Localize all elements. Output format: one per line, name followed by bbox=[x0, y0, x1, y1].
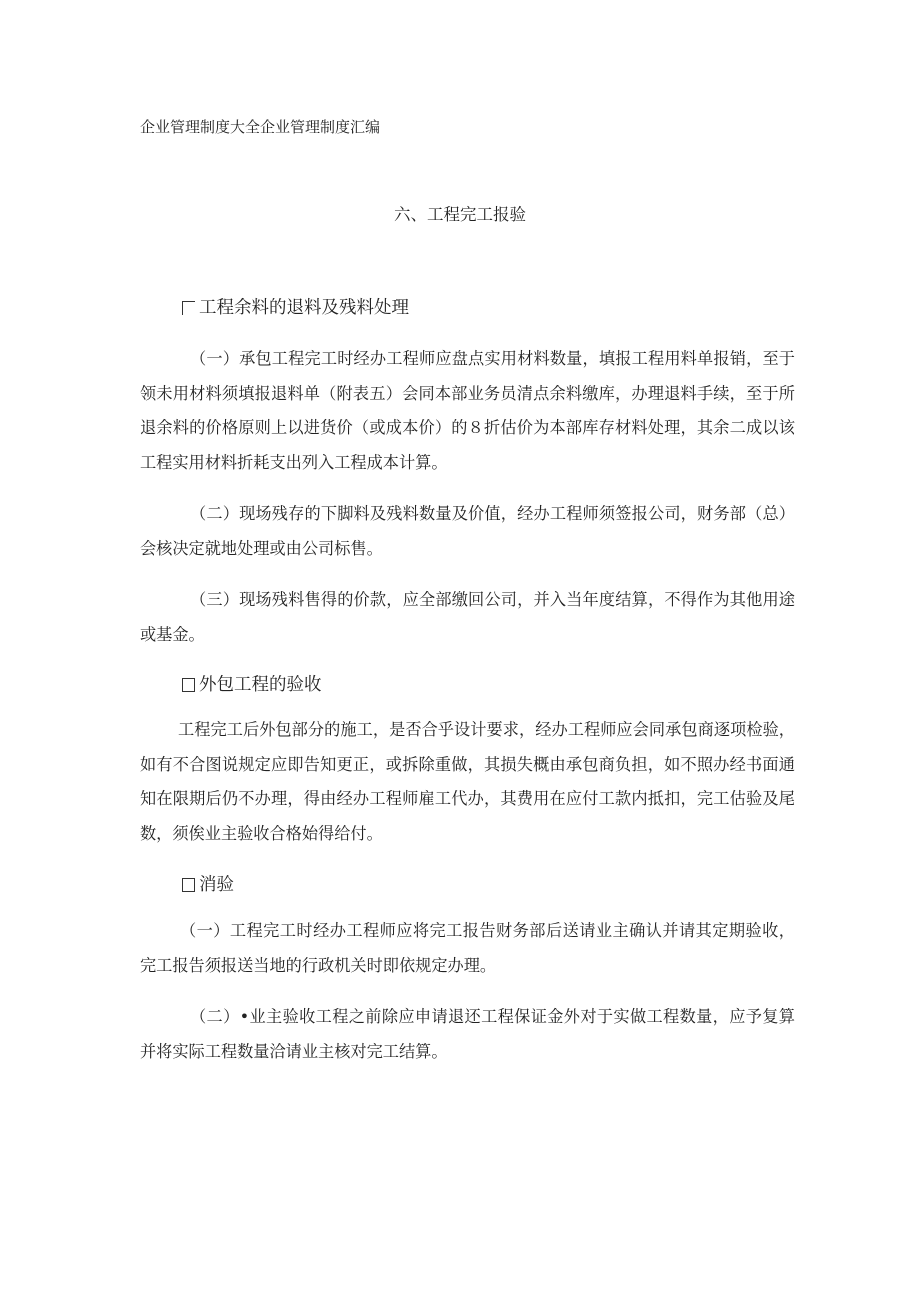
paragraph-surplus-3: （三）现场残料售得的价款，应全部缴回公司，并入当年度结算，不得作为其他用途或基金。 bbox=[140, 590, 795, 644]
section-heading-subcontract-acceptance bbox=[182, 673, 322, 697]
chapter-title: 六、工程完工报验 bbox=[394, 205, 526, 224]
paragraph-surplus-2: （二）现场残存的下脚料及残料数量及价值，经办工程师须签报公司，财务部（总）会核决定就地处理或由公司标售。 bbox=[140, 504, 795, 558]
open-box-icon bbox=[182, 301, 195, 315]
document-header: 企业管理制度大全企业管理制度汇编 bbox=[140, 118, 381, 136]
section-heading-acceptance-check bbox=[182, 873, 234, 897]
paragraph-acceptance-1: （一）工程完工时经办工程师应将完工报告财务部后送请业主确认并请其定期验收，完工报告须报送当地的行政机关时即依规定办理。 bbox=[140, 921, 795, 975]
paragraph-surplus-1: （一）承包工程完工时经办工程师应盘点实用材料数量，填报工程用料单报销，至于领未用材料须填报退料单（附表五）会同本部业务员清点余料缴库，办理退料手续，至于所退余料的价格原则上以进货价（或成本价）的８折估价为本部库存材料处理，其余二成以该工程实用材料折耗支出列入工程成本计算。 bbox=[140, 349, 795, 472]
checkbox-square-icon bbox=[182, 878, 195, 892]
section-heading-text: 外包工程的验收 bbox=[199, 675, 322, 695]
checkbox-square-icon bbox=[182, 678, 195, 692]
section-heading-surplus-materials bbox=[182, 296, 409, 320]
section-heading-text: 工程余料的退料及残料处理 bbox=[199, 298, 409, 318]
paragraph-subcontract: 工程完工后外包部分的施工，是否合乎设计要求，经办工程师应会同承包商逐项检验，如有不合图说规定应即告知更正，或拆除重做，其损失概由承包商负担，如不照办经书面通知在限期后仍不办理，得由经办工程师雇工代办，其费用在应付工款内抵扣，完工估验及尾数，须俟业主验收合格始得给付。 bbox=[140, 720, 795, 843]
paragraph-acceptance-2: （二）•业主验收工程之前除应申请退还工程保证金外对于实做工程数量，应予复算并将实际工程数量洽请业主核对完工结算。 bbox=[140, 1007, 795, 1061]
section-heading-text: 消验 bbox=[199, 875, 234, 895]
